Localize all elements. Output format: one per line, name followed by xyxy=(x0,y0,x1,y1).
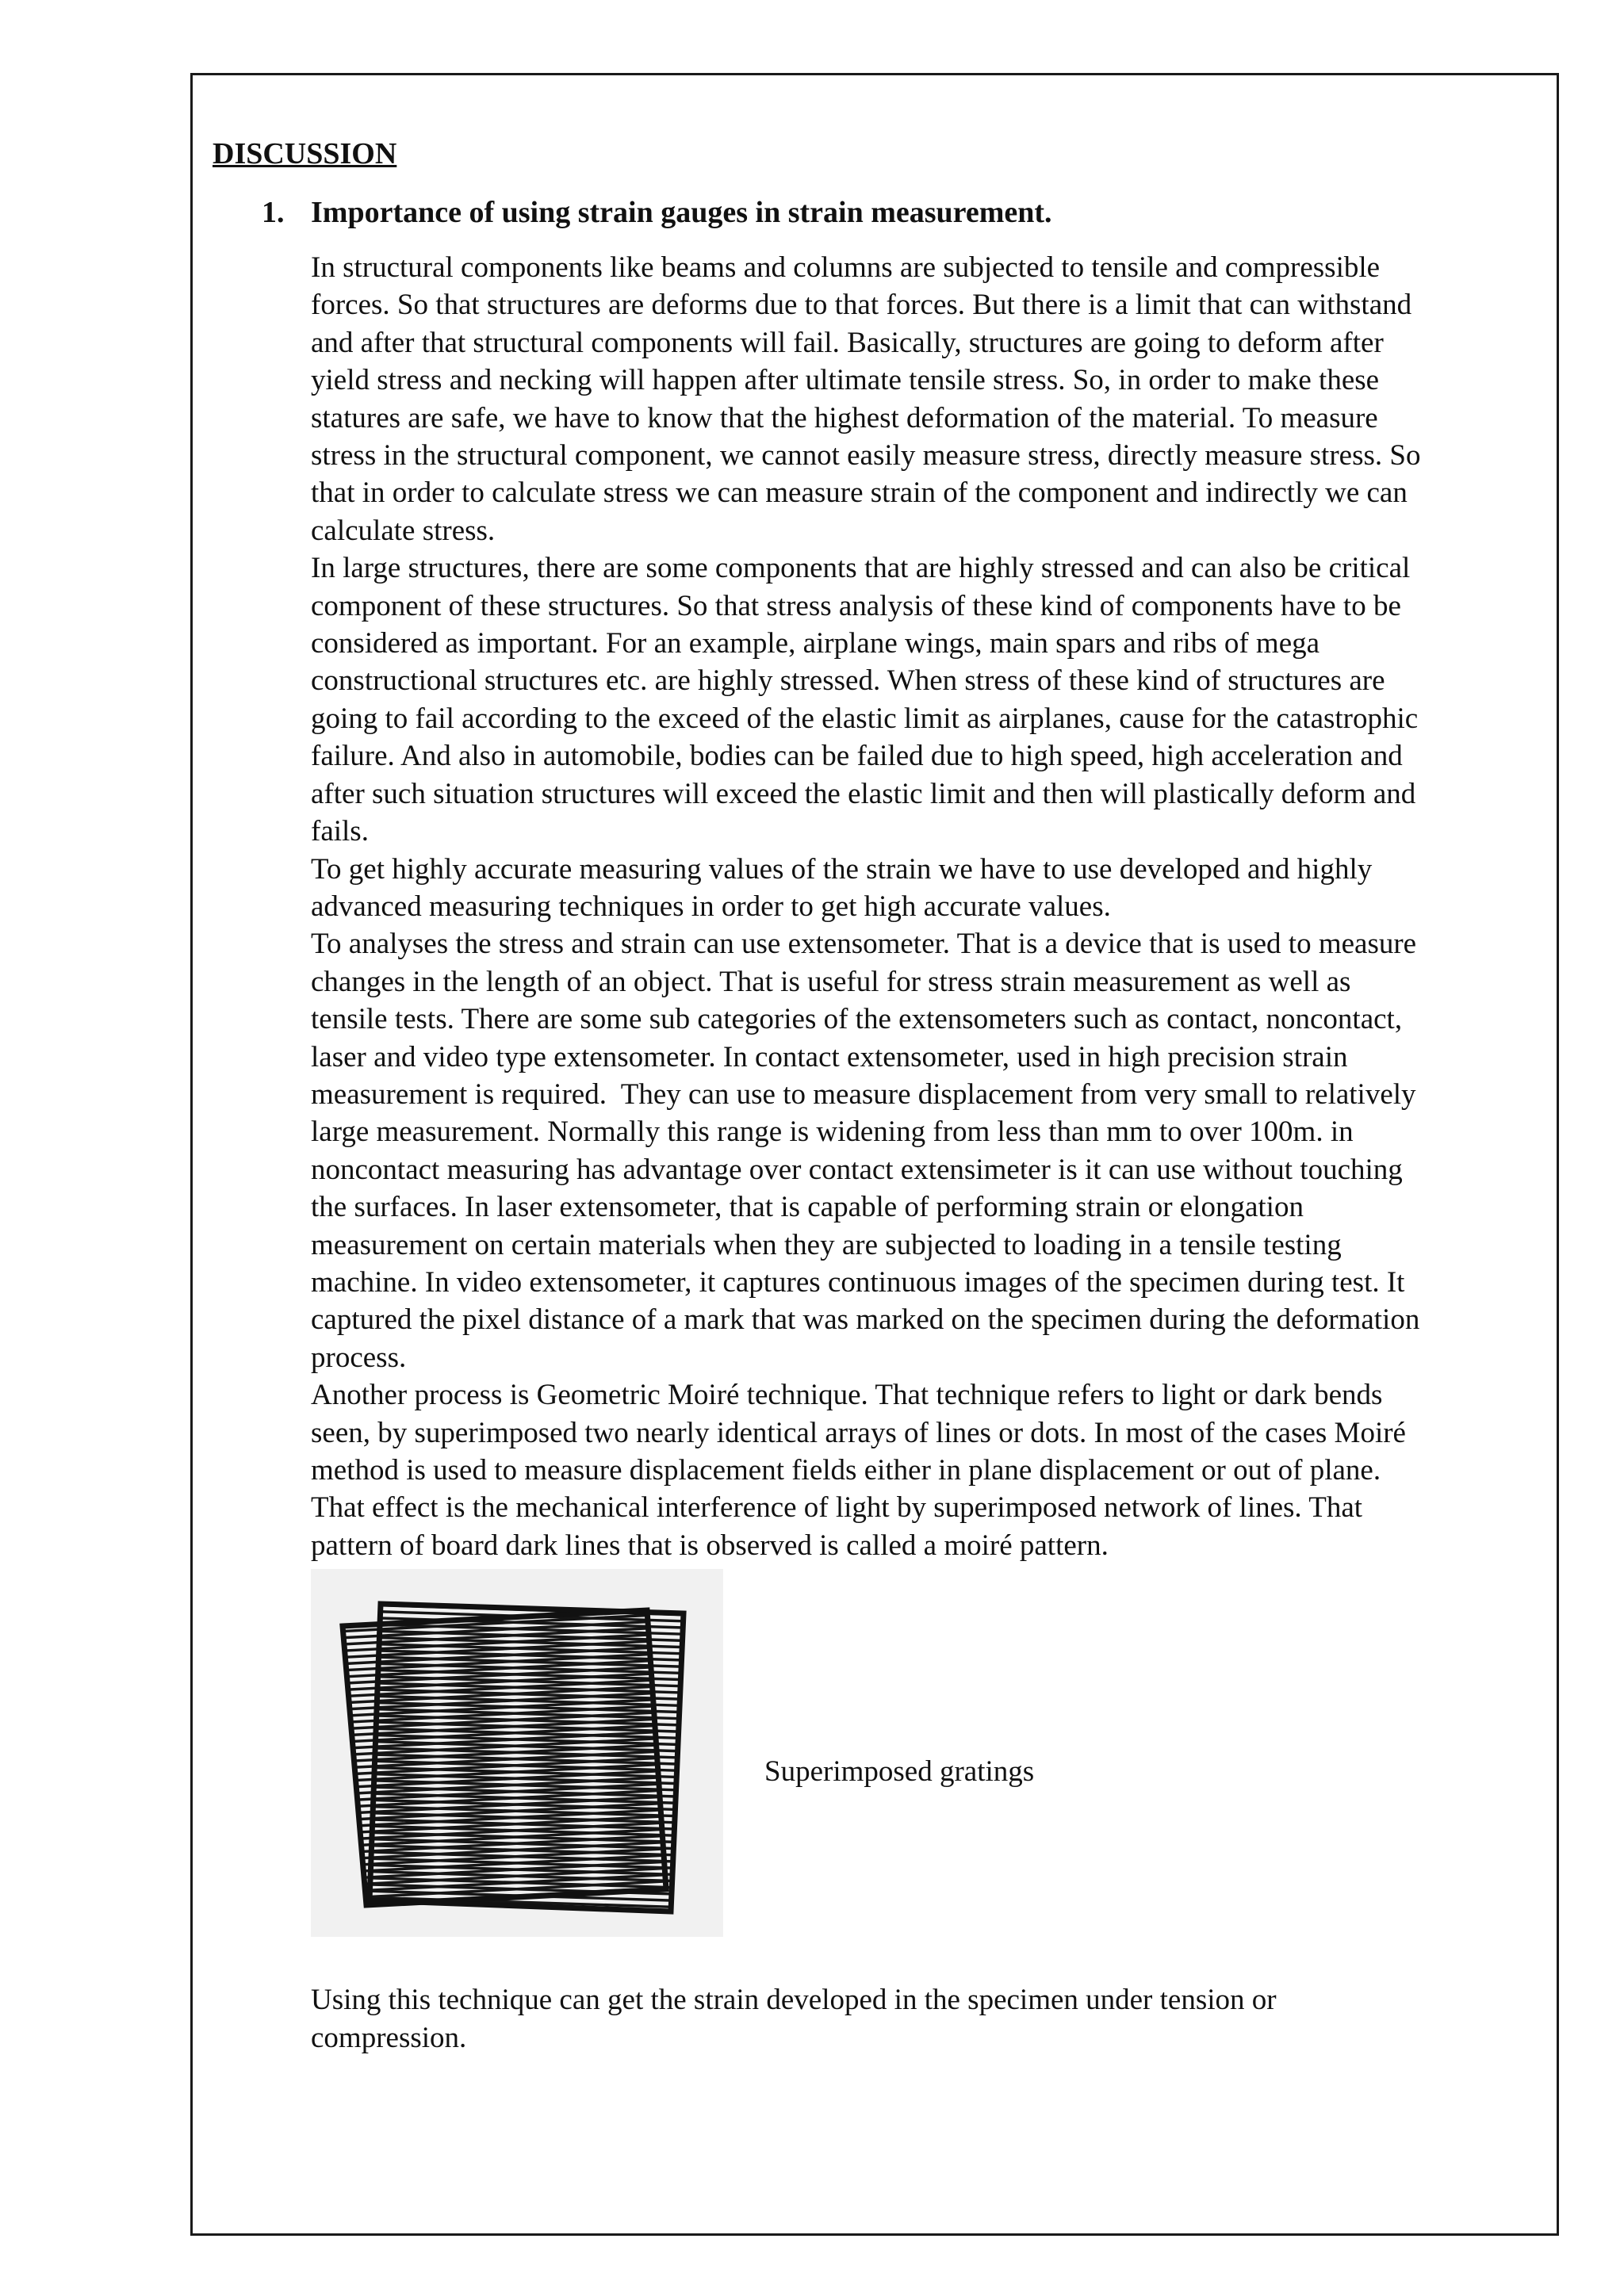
paragraph-strain-purpose: In structural components like beams and columns are subjected to tensile and compressible forces. So that structures are deforms due to that forces. But there is a limit that can withstand and after that structural components will fail. Basically, structures are going to deform after yield stress and necking will happen after ultimate tensile stress. So, in order to make these statures are safe, we have to know that the highest deformation of the material. To measure stress in the structural component, we cannot easily measure stress, directly measure stress. So that in order to calculate stress we can measure strain of the component and indirectly we can calculate stress. xyxy=(311,251,1421,547)
paragraph-moire: Another process is Geometric Moiré technique. That technique refers to light or dark bends seen, by superimposed two nearly identical arrays of lines or dots. In most of the cases Moiré method is used to measure displacement fields either in plane displacement or out of plane. That effect is the mechanical interference of light by superimposed network of lines. That pattern of board dark lines that is observed is called a moiré pattern. xyxy=(311,1379,1406,1562)
numbered-item-title xyxy=(262,193,1561,232)
paragraph-accuracy: To get highly accurate measuring values of the strain we have to use developed and highly advanced measuring techniques in order to get high accurate values. xyxy=(311,852,1373,923)
discussion-body xyxy=(311,249,1557,2057)
document-content xyxy=(213,135,1561,2057)
paragraph-closing: Using this technique can get the strain developed in the specimen under tension or compression. xyxy=(311,1984,1277,2054)
moire-gratings-image xyxy=(311,1569,723,1937)
section-heading: DISCUSSION xyxy=(213,137,397,170)
paragraph-extensometer: To analyses the stress and strain can use extensometer. That is a device that is used to measure changes in the length of an object. That is useful for stress strain measurement as well as tensile tests. There are some sub categories of the extensometers such as contact, noncontact, laser and video type extensometer. In contact extensometer, used in high precision strain measurement is required. They can use to measure displacement from very small to relatively large measurement. Normally this range is widening from less than mm to over 100m. in noncontact measuring has advantage over contact extensimeter is it can use without touching the surfaces. In laser extensometer, that is capable of performing strain or elongation measurement on certain materials when they are subjected to loading in a tensile testing machine. In video extensometer, it captures continuous images of the specimen during test. It captured the pixel distance of a mark that was marked on the specimen during the deformation process. xyxy=(311,928,1420,1374)
item-number: 1. xyxy=(262,196,285,229)
moire-gratings-graphic xyxy=(311,1569,723,1937)
figure-caption: Superimposed gratings xyxy=(764,1755,1035,1789)
figure-row xyxy=(311,1569,1557,1942)
item-title: Importance of using strain gauges in strain measurement. xyxy=(311,196,1052,229)
paragraph-critical-components: In large structures, there are some components that are highly stressed and can also be critical component of these structures. So that stress analysis of these kind of components have to be considered as important. For an example, airplane wings, main spars and ribs of mega constructional structures etc. are highly stressed. When stress of these kind of structures are going to fail according to the exceed of the elastic limit as airplanes, cause for the catastrophic failure. And also in automobile, bodies can be failed due to high speed, high acceleration and after such situation structures will exceed the elastic limit and then will plastically deform and fails. xyxy=(311,552,1419,848)
